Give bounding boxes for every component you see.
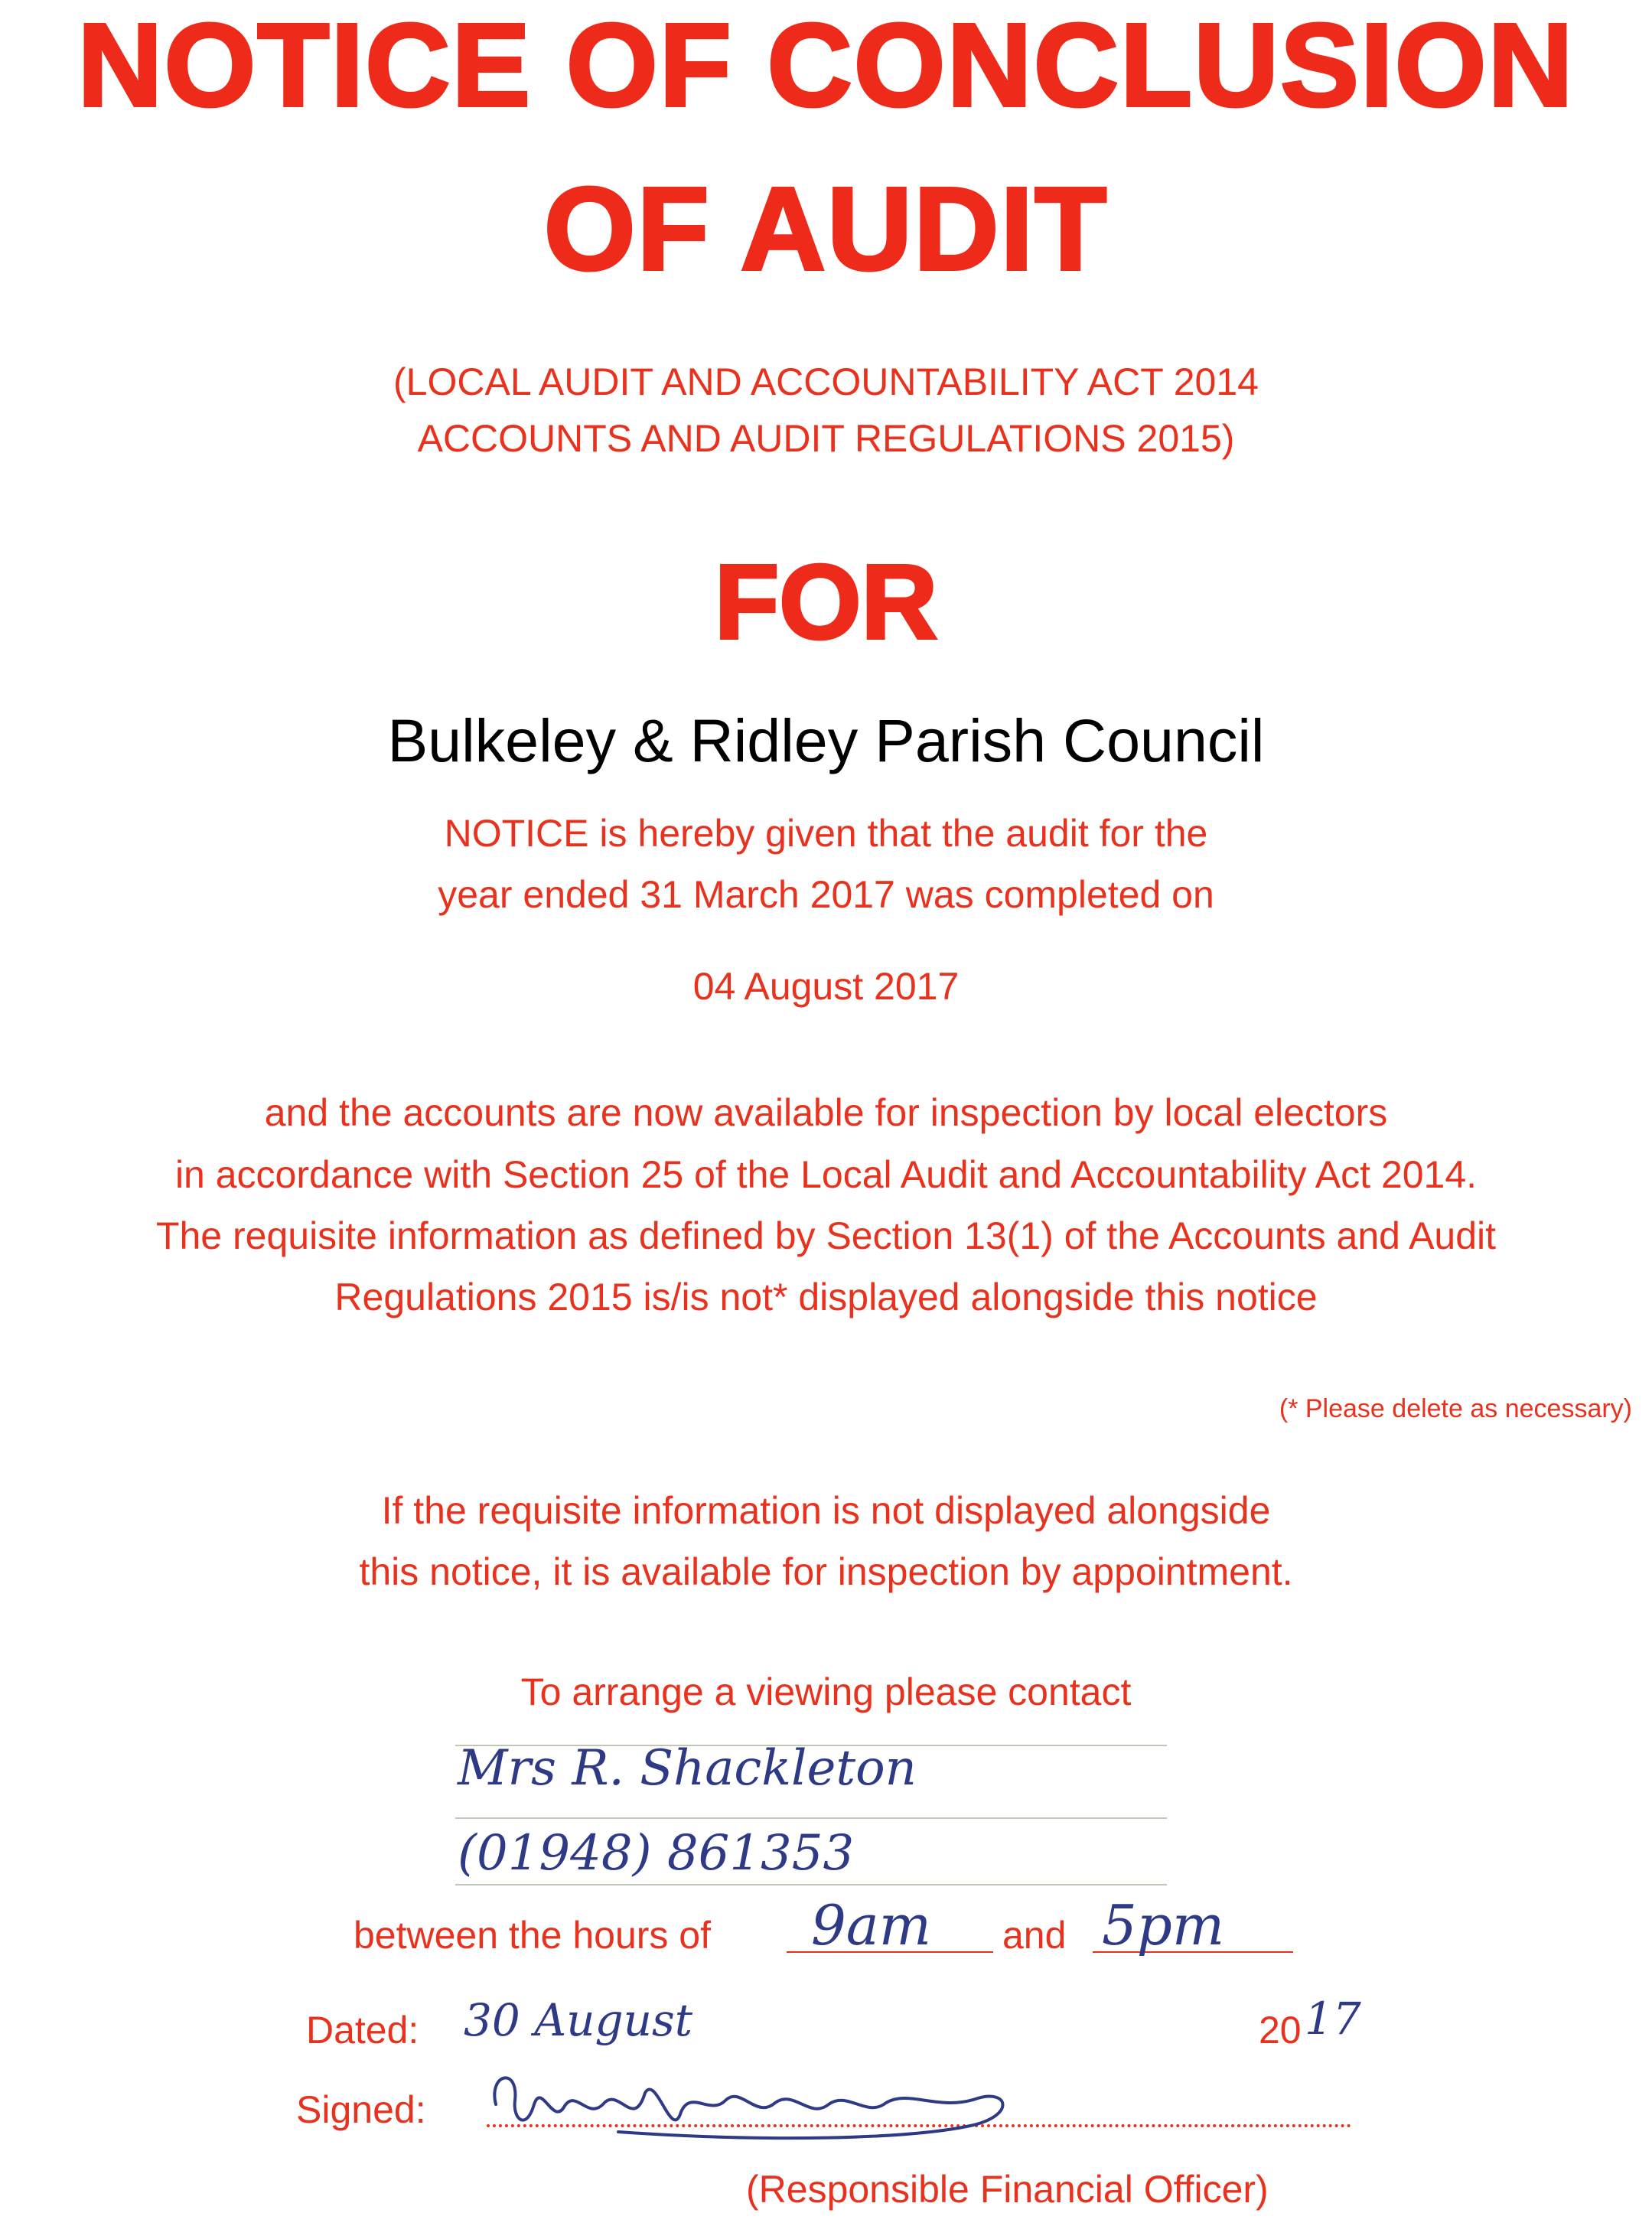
contact-phone-handwritten: (01948) 861353 (458, 1825, 855, 1882)
availability-line2: in accordance with Section 25 of the Local Audit and Accountability Act 2014. (174, 1153, 1478, 1196)
notice-line1: NOTICE is hereby given that the audit for the (444, 812, 1208, 855)
dated-label: Dated: (306, 2009, 419, 2052)
appointment-line2: this notice, it is available for inspection by appointment. (359, 1550, 1293, 1593)
council-name: Bulkeley & Ridley Parish Council (387, 706, 1265, 774)
signed-role: (Responsible Financial Officer) (746, 2168, 1269, 2211)
notice-line2: year ended 31 March 2017 was completed on (438, 873, 1214, 916)
notice-title-line1: NOTICE OF CONCLUSION (77, 0, 1575, 131)
dated-year-printed: 20 (1259, 2009, 1302, 2052)
acts-line1: (LOCAL AUDIT AND ACCOUNTABILITY ACT 2014 (393, 360, 1259, 403)
availability-line4: Regulations 2015 is/is not* displayed alongside this notice (334, 1276, 1318, 1318)
signature-mark (481, 2058, 1031, 2150)
availability-line3: The requisite information as defined by Section 13(1) of the Accounts and Audit (155, 1214, 1497, 1257)
dated-year-handwritten: 17 (1305, 1993, 1361, 2045)
contact-rule-3 (455, 1884, 1167, 1885)
notice-title-line2: OF AUDIT (543, 163, 1109, 295)
appointment-line1: If the requisite information is not displayed alongside (381, 1489, 1271, 1532)
contact-rule-2 (455, 1817, 1167, 1819)
hours-from-handwritten: 9am (811, 1893, 932, 1957)
delete-note: (* Please delete as necessary) (1279, 1394, 1632, 1423)
availability-line1: and the accounts are now available for inspection by local electors (264, 1091, 1388, 1134)
contact-name-handwritten: Mrs R. Shackleton (458, 1740, 917, 1797)
audit-completion-date: 04 August 2017 (692, 965, 960, 1008)
hours-to-handwritten: 5pm (1102, 1893, 1225, 1957)
for-label: FOR (714, 543, 938, 661)
acts-line2: ACCOUNTS AND AUDIT REGULATIONS 2015) (417, 417, 1235, 460)
hours-and-label: and (1002, 1914, 1067, 1957)
hours-label: between the hours of (354, 1914, 711, 1957)
dated-handwritten: 30 August (464, 1994, 693, 2046)
contact-label: To arrange a viewing please contact (520, 1670, 1132, 1713)
signed-label: Signed: (296, 2088, 426, 2131)
